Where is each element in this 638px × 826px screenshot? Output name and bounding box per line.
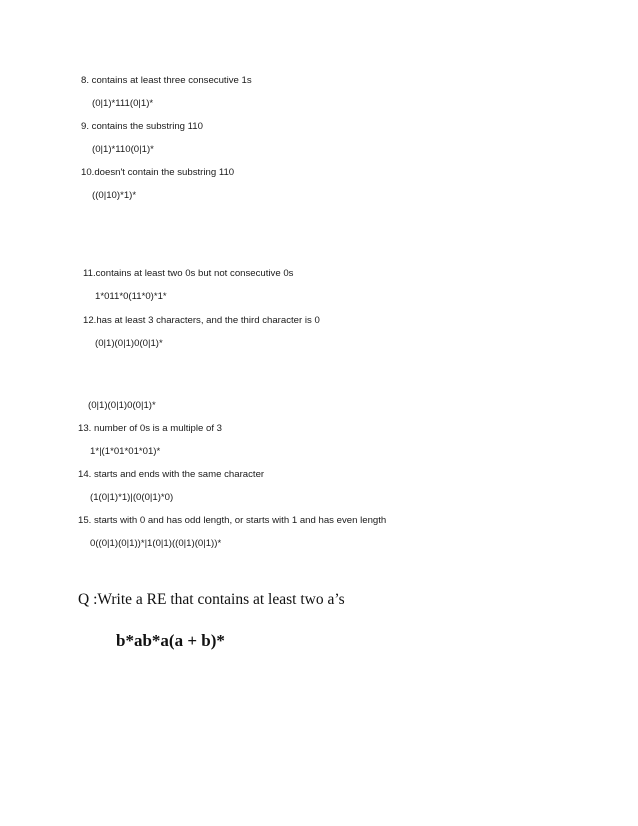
question-10: 10.doesn't contain the substring 110: [81, 167, 235, 178]
question-14: 14. starts and ends with the same character: [78, 469, 265, 480]
final-answer: b*ab*a(a + b)*: [116, 631, 225, 650]
answer-12-repeat: (0|1)(0|1)0(0|1)*: [88, 400, 156, 411]
question-13: 13. number of 0s is a multiple of 3: [78, 423, 222, 434]
final-question: Q :Write a RE that contains at least two a’s: [78, 591, 345, 608]
answer-15: 0((0|1)(0|1))*|1(0|1)((0|1)(0|1))*: [90, 538, 222, 549]
question-15: 15. starts with 0 and has odd length, or starts with 1 and has even length: [78, 515, 387, 526]
question-12: 12.has at least 3 characters, and the third character is 0: [83, 315, 320, 326]
question-11: 11.contains at least two 0s but not consecutive 0s: [83, 268, 294, 279]
question-9: 9. contains the substring 110: [81, 121, 203, 132]
answer-12: (0|1)(0|1)0(0|1)*: [95, 338, 163, 349]
answer-11: 1*011*0(11*0)*1*: [95, 291, 167, 302]
answer-9: (0|1)*110(0|1)*: [92, 144, 154, 155]
question-8: 8. contains at least three consecutive 1s: [81, 75, 252, 86]
answer-10: ((0|10)*1)*: [92, 190, 137, 201]
answer-14: (1(0|1)*1)|(0(0|1)*0): [90, 492, 174, 503]
answer-8: (0|1)*111(0|1)*: [92, 98, 154, 109]
answer-13: 1*|(1*01*01*01)*: [90, 446, 161, 457]
